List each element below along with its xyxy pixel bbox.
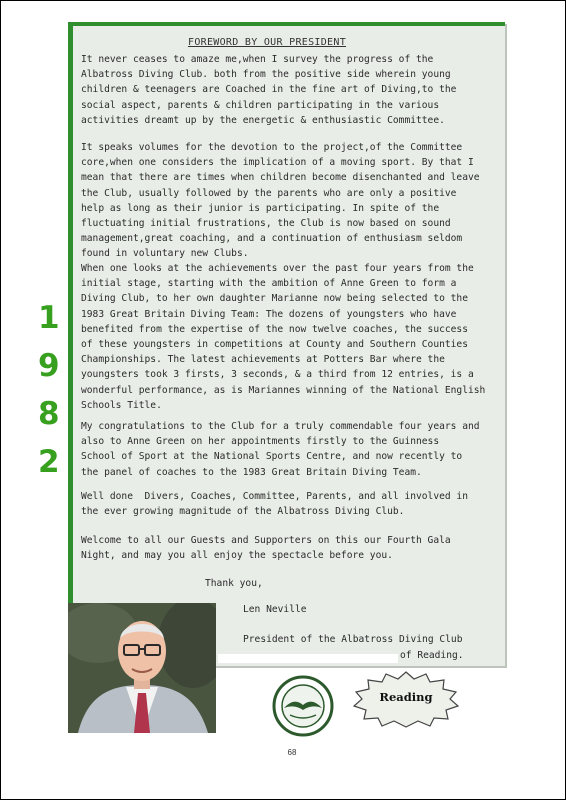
signature-title-town: of Reading. xyxy=(400,650,464,661)
signature-name: Len Neville xyxy=(243,604,307,615)
whiteout-strip xyxy=(218,654,398,663)
president-photo xyxy=(68,603,216,733)
letter-paragraph-6: Welcome to all our Guests and Supporters on this our Fourth Gala Night, and may you all enjoy the spectacle before you. xyxy=(81,535,451,562)
letter-paragraph-2: It speaks volumes for the devotion to the project,of the Committee core,when one considers the implication of a moving sport. By that I mean that there are times when children become disenchanted and leave the Club, usually followed by the parents who are only a positive help as long as their junior is participating. In spite of the fluctuating initial frustrations, the Club is now based on sound management,great coaching, and a continuation of enthusiasm seldom found in voluntary new Clubs. xyxy=(81,142,480,260)
letter-paragraph-1: It never ceases to amaze me,when I survey the progress of the Albatross Diving Club. both from the positive side wherein young children & teenagers are Coached in the fine art of Diving,to the social aspect, parents & children participating in the various activities dreamt up by the energetic & enthusiastic Committee. xyxy=(81,54,457,126)
reading-badge-label: Reading xyxy=(379,690,433,704)
year-digit-4: 2 xyxy=(38,444,60,480)
signature-title: President of the Albatross Diving Club xyxy=(243,634,463,645)
year-digit-3: 8 xyxy=(38,396,60,432)
year-digit-2: 9 xyxy=(38,348,60,384)
letter-paragraph-4: My congratulations to the Club for a truly commendable four years and also to Anne Green on her appointments firstly to the Guinness School of Sport at the National Sports Centre, and now recently to the panel of coaches to the 1983 Great Britain Diving Team. xyxy=(81,421,480,478)
letter-paragraph-3: When one looks at the achievements over the past four years from the initial stage, starting with the ambition of Anne Green to form a Diving Club, to her own daughter Marianne now being selected to the 1983 Great Britain Diving Team: The dozens of youngsters who have benefited from the expertise of the now twelve coaches, the success of these youngsters in competitions at County and Southern Counties Championships. The latest achievements at Potters Bar where the youngsters took 3 firsts, 3 seconds, & a third from 12 entries, is a wonderful performance, as is Mariannes winning of the National English Schools Title. xyxy=(81,263,486,411)
letter-paragraph-5: Well done Divers, Coaches, Committee, Parents, and all involved in the ever growing magnitude of the Albatross Diving Club. xyxy=(81,491,468,518)
closing-text: Thank you, xyxy=(205,578,263,589)
year-digit-1: 1 xyxy=(38,300,60,336)
club-emblem-icon xyxy=(272,675,334,737)
letter-heading: FOREWORD BY OUR PRESIDENT xyxy=(188,37,347,48)
page-number: 68 xyxy=(287,748,297,757)
